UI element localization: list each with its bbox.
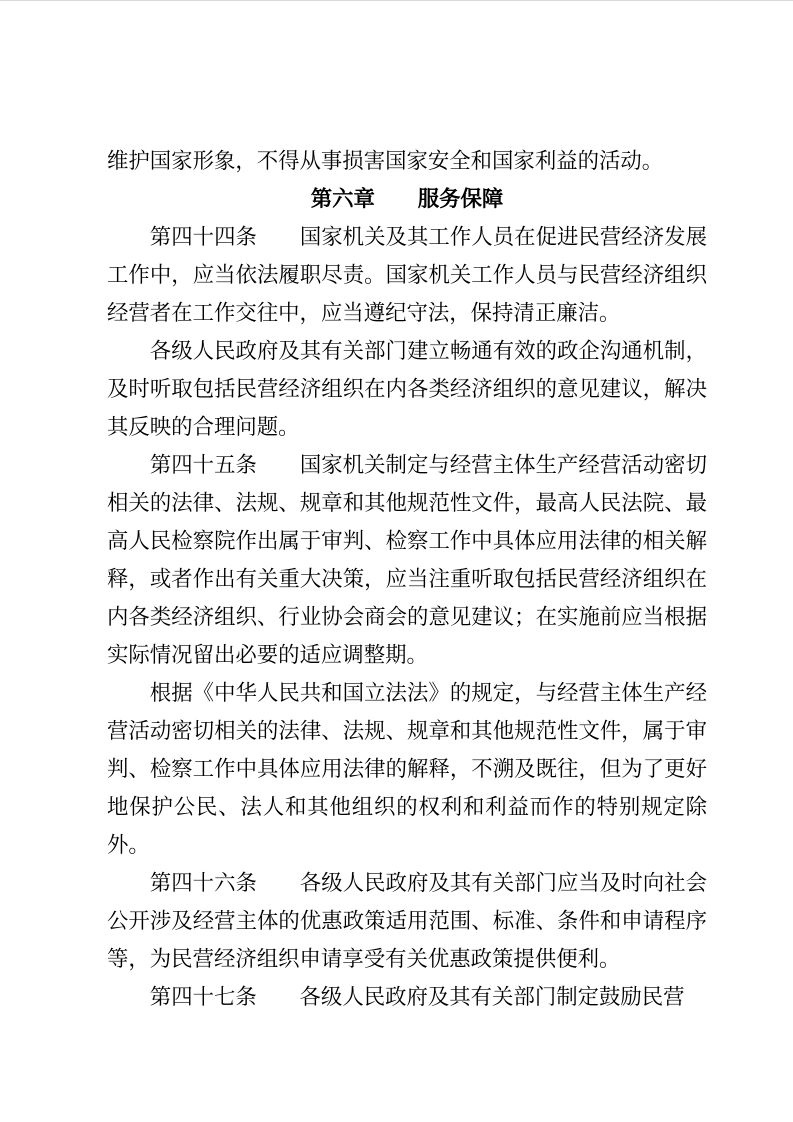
paragraph: 第四十五条 国家机关制定与经营主体生产经营活动密切相关的法律、法规、规章和其他规范性文件，最高人民法院、最高人民检察院作出属于审判、检察工作中具体应用法律的相关解释，或者作出有关重大决策，应当注重听取包括民营经济组织在内各类经济组织、行业协会商会的意见建议；在实施前应当根据实际情况留出必要的适应调整期。	[107, 453, 707, 667]
document-content	[0, 1, 793, 1016]
chapter-heading: 第六章 服务保障	[310, 187, 504, 211]
paragraph: 第四十四条 国家机关及其工作人员在促进民营经济发展工作中，应当依法履职尽责。国家机关工作人员与民营经济组织经营者在工作交往中，应当遵纪守法，保持清正廉洁。	[107, 225, 707, 325]
paragraph: 第四十六条 各级人民政府及其有关部门应当及时向社会公开涉及经营主体的优惠政策适用范围、标准、条件和申请程序等，为民营经济组织申请享受有关优惠政策提供便利。	[107, 871, 707, 971]
paragraph: 第四十七条 各级人民政府及其有关部门制定鼓励民营	[149, 985, 685, 1009]
paragraph: 维护国家形象，不得从事损害国家安全和国家利益的活动。	[107, 149, 664, 173]
paragraph: 各级人民政府及其有关部门建立畅通有效的政企沟通机制，及时听取包括民营经济组织在内各类经济组织的意见建议，解决其反映的合理问题。	[107, 339, 707, 439]
paragraph: 根据《中华人民共和国立法法》的规定，与经营主体生产经营活动密切相关的法律、法规、规章和其他规范性文件，属于审判、检察工作中具体应用法律的解释，不溯及既往，但为了更好地保护公民、法人和其他组织的权利和利益而作的特别规定除外。	[107, 681, 707, 857]
